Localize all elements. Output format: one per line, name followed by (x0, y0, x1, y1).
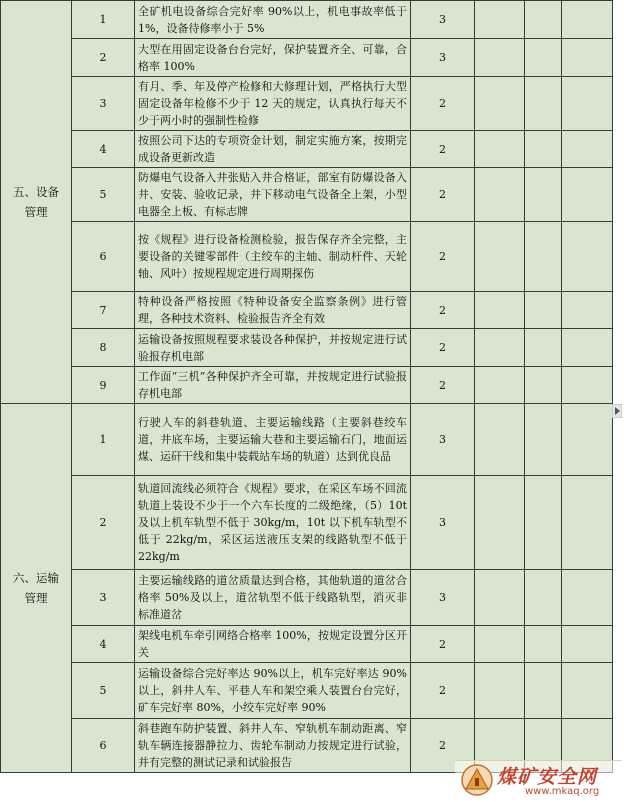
table-row (1, 168, 613, 222)
empty-cell (562, 77, 613, 131)
item-requirement: 行驶人车的斜巷轨道、主要运输线路（主要斜巷绞车道，井底车场，主要运输大巷和主要运输石门，地面运煤、运矸干线和集中装载站车场的轨道）达到优良品 (135, 404, 411, 476)
empty-cell (525, 570, 562, 626)
item-number: 6 (72, 222, 135, 292)
empty-cell (475, 476, 525, 570)
table-row (1, 329, 613, 367)
mining-logo-icon (461, 764, 493, 796)
empty-cell (475, 168, 525, 222)
site-watermark (455, 760, 622, 801)
item-requirement: 主要运输线路的道岔质量达到合格，其他轨道的道岔合格率 50%及以上，道岔轨型不低于线路轨型，消灭非标准道岔 (135, 570, 411, 626)
item-score: 3 (411, 570, 475, 626)
table-row (1, 626, 613, 663)
watermark-title: 煤矿安全网 (497, 766, 598, 788)
item-number: 1 (72, 1, 135, 39)
empty-cell (562, 476, 613, 570)
empty-cell (525, 476, 562, 570)
item-number: 6 (72, 719, 135, 773)
empty-cell (525, 404, 562, 476)
item-number: 1 (72, 404, 135, 476)
item-score: 2 (411, 329, 475, 367)
watermark-url: www.mkaq.org (525, 786, 600, 797)
item-requirement: 斜巷跑车防护装置、斜井人车、窄轨机车制动距离、窄轨车辆连接器静拉力、齿轮车制动力按规定进行试验，并有完整的测试记录和试验报告 (135, 719, 411, 773)
empty-cell (562, 570, 613, 626)
empty-cell (562, 222, 613, 292)
item-score: 2 (411, 626, 475, 663)
item-requirement: 运输设备按照规程要求装设各种保护，并按规定进行试验报存机电部 (135, 329, 411, 367)
item-number: 3 (72, 77, 135, 131)
empty-cell (562, 168, 613, 222)
table-row (1, 77, 613, 131)
item-score: 3 (411, 39, 475, 77)
empty-cell (475, 570, 525, 626)
item-score: 3 (411, 404, 475, 476)
item-requirement: 运输设备综合完好率达 90%以上，机车完好率达 90% 以上，斜井人车、平巷人车和架空乘人装置台台完好，矿车完好率 80%，小绞车完好率 90% (135, 663, 411, 719)
item-requirement: 工作面“三机”各种保护齐全可靠，并按规定进行试验报存机电部 (135, 367, 411, 404)
empty-cell (525, 663, 562, 719)
empty-cell (562, 39, 613, 77)
item-requirement: 全矿机电设备综合完好率 90%以上，机电事故率低于 1%，设备待修率小于 5% (135, 1, 411, 39)
item-requirement: 架线电机车牵引网络合格率 100%，按规定设置分区开关 (135, 626, 411, 663)
item-requirement: 有月、季、年及停产检修和大修理计划，严格执行大型固定设备年检修不少于 12 天的规定，认真执行每天不少于两小时的强制性检修 (135, 77, 411, 131)
table-row (1, 367, 613, 404)
empty-cell (562, 626, 613, 663)
empty-cell (475, 292, 525, 329)
table-row (1, 131, 613, 168)
empty-cell (475, 367, 525, 404)
item-number: 8 (72, 329, 135, 367)
empty-cell (525, 168, 562, 222)
item-score: 2 (411, 663, 475, 719)
scroll-right-arrow-icon[interactable] (612, 404, 622, 418)
table-row (1, 570, 613, 626)
item-score: 2 (411, 719, 475, 773)
item-requirement: 防爆电气设备入井张贴入井合格证，部室有防爆设备入井、安装、验收记录，井下移动电气设备全上架，小型电器全上板、有标志牌 (135, 168, 411, 222)
empty-cell (475, 404, 525, 476)
item-number: 7 (72, 292, 135, 329)
item-score: 2 (411, 292, 475, 329)
item-number: 3 (72, 570, 135, 626)
item-number: 4 (72, 131, 135, 168)
empty-cell (562, 131, 613, 168)
empty-cell (525, 131, 562, 168)
empty-cell (475, 39, 525, 77)
item-score: 2 (411, 367, 475, 404)
empty-cell (475, 663, 525, 719)
empty-cell (525, 292, 562, 329)
empty-cell (525, 222, 562, 292)
item-number: 5 (72, 168, 135, 222)
empty-cell (562, 292, 613, 329)
empty-cell (525, 1, 562, 39)
item-number: 9 (72, 367, 135, 404)
empty-cell (475, 329, 525, 367)
empty-cell (562, 404, 613, 476)
section-name: 五、设备 管理 (1, 1, 72, 404)
empty-cell (525, 626, 562, 663)
item-number: 5 (72, 663, 135, 719)
item-score: 2 (411, 222, 475, 292)
item-requirement: 按《规程》进行设备检测检验，报告保存齐全完整，主要设备的关键零部件（主绞车的主轴、制动杆件、天轮轴、风叶）按规程规定进行周期探伤 (135, 222, 411, 292)
empty-cell (525, 39, 562, 77)
item-requirement: 大型在用固定设备台台完好，保护装置齐全、可靠，合格率 100% (135, 39, 411, 77)
item-score: 2 (411, 77, 475, 131)
section-name: 六、运输 管理 (1, 404, 72, 773)
item-requirement: 按照公司下达的专项资金计划，制定实施方案，按期完成设备更新改造 (135, 131, 411, 168)
empty-cell (475, 77, 525, 131)
item-score: 3 (411, 1, 475, 39)
item-requirement: 特种设备严格按照《特种设备安全监察条例》进行管理，各种技术资料、检验报告齐全有效 (135, 292, 411, 329)
empty-cell (475, 1, 525, 39)
item-score: 2 (411, 168, 475, 222)
table-body (1, 1, 613, 773)
table-row (1, 476, 613, 570)
table-row (1, 663, 613, 719)
table-row (1, 222, 613, 292)
empty-cell (475, 626, 525, 663)
empty-cell (525, 329, 562, 367)
empty-cell (562, 663, 613, 719)
empty-cell (475, 222, 525, 292)
empty-cell (562, 329, 613, 367)
table-row (1, 292, 613, 329)
empty-cell (475, 131, 525, 168)
table-row (1, 1, 613, 39)
item-number: 2 (72, 476, 135, 570)
empty-cell (562, 1, 613, 39)
empty-cell (525, 77, 562, 131)
table-row (1, 404, 613, 476)
table-row (1, 39, 613, 77)
empty-cell (525, 367, 562, 404)
item-number: 4 (72, 626, 135, 663)
item-requirement: 轨道回流线必须符合《规程》要求，在采区车场不回流轨道上装设不少于一个六车长度的二级绝缘，（5）10t 及以上机车轨型不低于 30kg/m，10t 以下机车轨型不低于 22kg/m，采区运送液压支架的线路轨型不低于 22kg/m (135, 476, 411, 570)
item-score: 3 (411, 476, 475, 570)
item-score: 2 (411, 131, 475, 168)
empty-cell (562, 367, 613, 404)
item-number: 2 (72, 39, 135, 77)
